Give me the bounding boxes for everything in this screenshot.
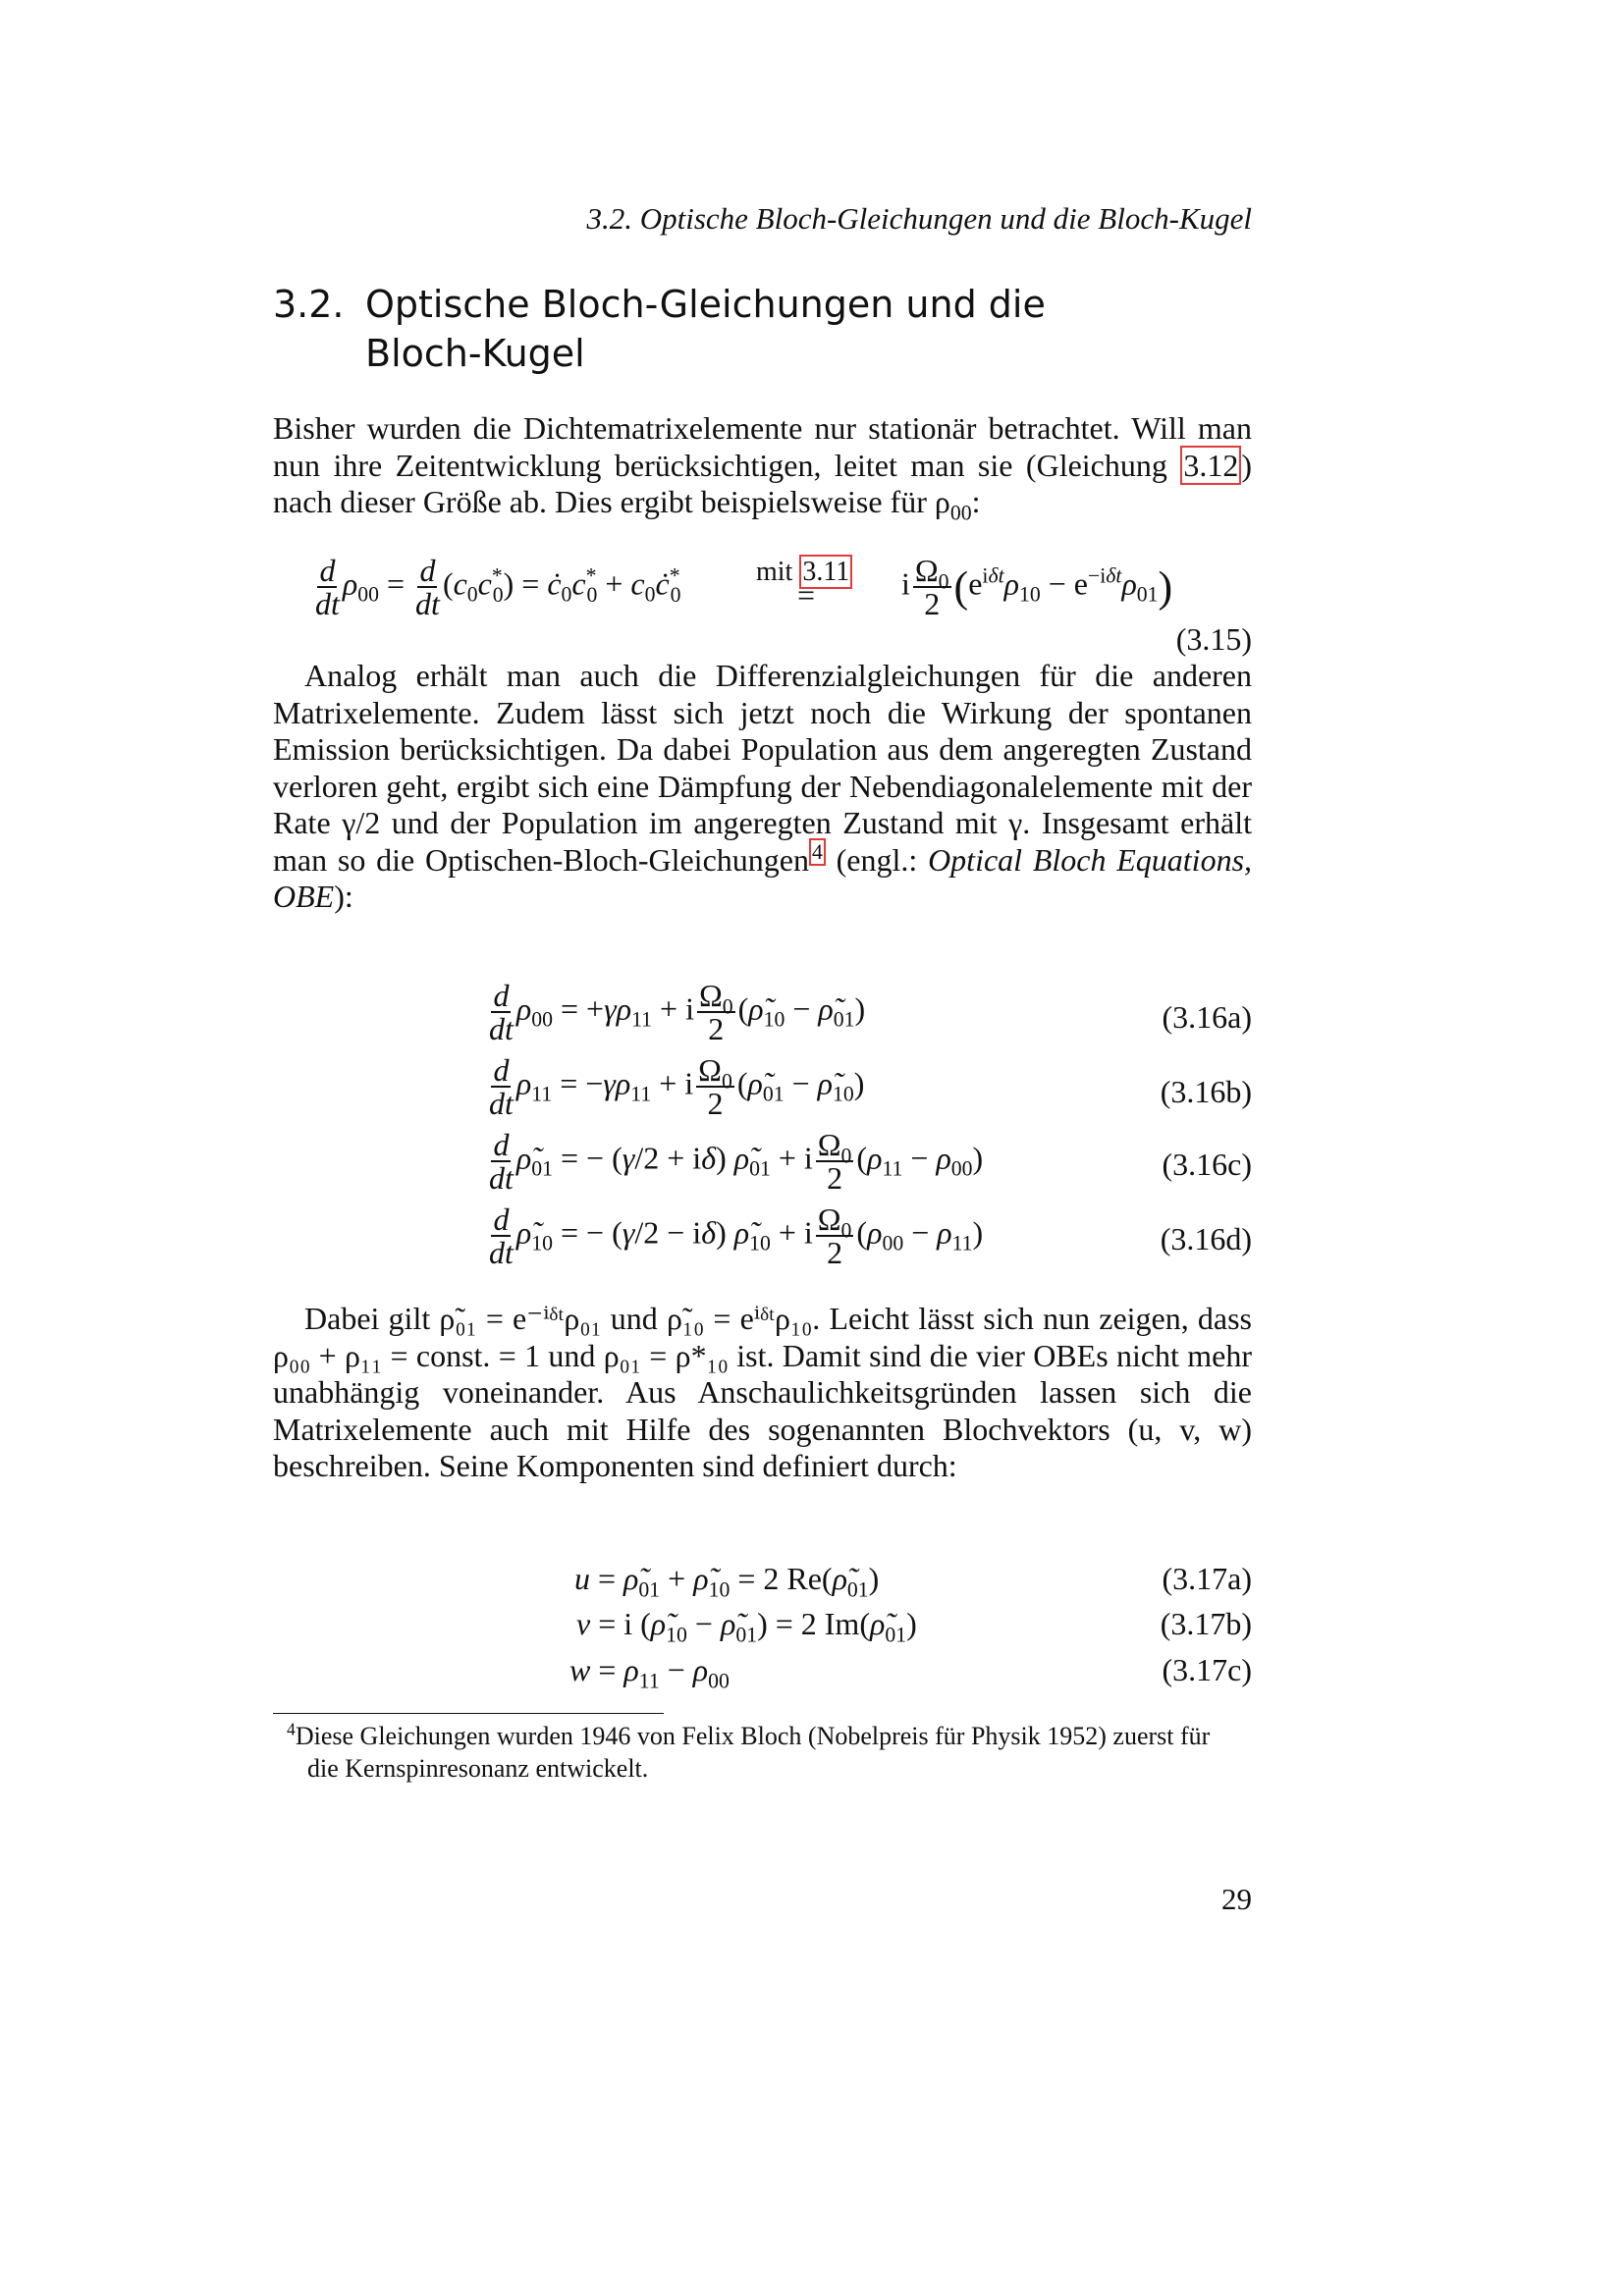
equation-3-16a: $\frac{d}{dt}$ $\rho_{00} = +\gamma\rho_{11} + i$ $\frac{\Omega_0}{2}$ ($\rhõ_{10}$ − $\rhõ_{01}$)	[489, 978, 866, 1046]
footnote-rule	[273, 1713, 664, 1714]
mit-label: mit 3.11	[756, 557, 852, 588]
section-title-line1: Optische Bloch-Gleichungen und die	[365, 283, 1046, 326]
equation-number-3-17c: (3.17c)	[1162, 1652, 1252, 1687]
equation-number-3-16d: (3.16d)	[1160, 1221, 1252, 1256]
paragraph-dabei: Dabei gilt ρ̃₀₁ = e⁻ⁱᵟᵗρ₀₁ und ρ̃₁₀ = eⁱᵟᵗρ₁₀. Leicht lässt sich nun zeigen, dass ρ₀₀ + ρ₁₁ = const. = 1 und ρ₀₁ = ρ*₁₀ ist. Damit sind die vier OBEs nicht mehr unabhängig voneinander. Aus Anschaulichkeitsgründen lassen sich die Matrixelemente auch mit Hilfe des sogenannten Blochvektors (u, v, w) beschreiben. Seine Komponenten sind definiert durch:	[273, 1301, 1252, 1483]
paragraph-analog: Analog erhält man auch die Differenzialgleichungen für die anderen Matrixelemente. Zudem lässt sich jetzt noch die Wirkung der spontanen Emission berücksichtigen. Da dabei Population aus dem angeregten Zustand verloren geht, ergibt sich eine Dämpfung der Nebendiagonalelemente mit der Rate γ/2 und der Population im angeregten Zustand mit γ. Insgesamt erhält man so die Optischen-Bloch-Gleichungen $^4$ (engl.: Optical Bloch Equations, OBE):	[273, 658, 1253, 914]
footnote-4: $^4$Diese Gleichungen wurden 1946 von Felix Bloch (Nobelpreis für Physik 1952) zuerst für die Kernspinresonanz entwickelt.	[287, 1719, 1211, 1783]
section-number: 3.2.	[273, 283, 345, 326]
section-title	[273, 280, 1157, 378]
running-head: 3.2. Optische Bloch-Gleichungen und die Bloch-Kugel	[586, 201, 1252, 236]
equation-link-3-11[interactable]: 3.11	[799, 555, 852, 589]
equation-3-17b: v = i ($\rhõ_{10}$ − $\rhõ_{01}) = 2$ $Im(\rhõ_{01})$	[576, 1606, 917, 1647]
equation-number-3-17a: (3.17a)	[1162, 1561, 1252, 1596]
equation-number-3-16c: (3.16c)	[1162, 1147, 1252, 1182]
equation-3-16d: $\frac{d}{dt}$ $\rhõ_{10}$ = − (γ/2 − iδ) $\rhõ_{10} + i$ $\frac{\Omega_0}{2}$ $(\rho_{00} - \rho_{11})$	[489, 1201, 984, 1270]
equation-3-17c: $w = \rho_{11} - \rho_{00}$	[569, 1652, 730, 1693]
page-number: 29	[1221, 1882, 1252, 1916]
equation-3-15: $\frac{d}{dt}$ $\rho_{00}$ = $\frac{d}{dt}$ $(c_0c^*_0)$ = $ċ_0c^*_0$ + $c_0ċ^*_0$	[315, 553, 681, 621]
equation-number-3-16b: (3.16b)	[1160, 1074, 1252, 1109]
equation-number-3-17b: (3.17b)	[1160, 1606, 1252, 1641]
footnote-link-4[interactable]: 4	[809, 838, 826, 866]
paragraph-intro: Bisher wurden die Dichtematrixelemente nur stationär betrachtet. Will man nun ihre Zeitentwicklung berücksichtigen, leitet man sie (Gleichung 3.12) nach dieser Größe ab. Dies ergibt beispielsweise für $\rho_{00}$:	[273, 410, 1252, 525]
equation-3-16b: $\frac{d}{dt}$ $\rho_{11} = -\gamma\rho_{11} + i$ $\frac{\Omega_0}{2}$ ($\rhõ_{01}$ − $\rhõ_{10}$)	[489, 1052, 865, 1121]
section-title-line2: Bloch-Kugel	[365, 332, 585, 375]
equation-3-16c: $\frac{d}{dt}$ $\rhõ_{01}$ = − (γ/2 + iδ) $\rhõ_{01} + i$ $\frac{\Omega_0}{2}$ $(\rho_{11} - \rho_{00})$	[489, 1127, 984, 1196]
equation-link-3-12[interactable]: 3.12	[1180, 446, 1241, 485]
equation-3-15-rhs: i $\frac{\Omega_0}{2}$ $(e^{i\delta t}\rho_{10} - e^{-i\delta t}\rho_{01})$	[901, 553, 1173, 621]
equals-sign: =	[797, 577, 816, 613]
equation-number-3-15: (3.15)	[1175, 621, 1252, 657]
equation-3-17a: $u = \rhõ_{01}$ + $\rhõ_{10} = 2$ $Re(\rhõ_{01})$	[574, 1561, 880, 1602]
equation-number-3-16a: (3.16a)	[1162, 999, 1252, 1035]
